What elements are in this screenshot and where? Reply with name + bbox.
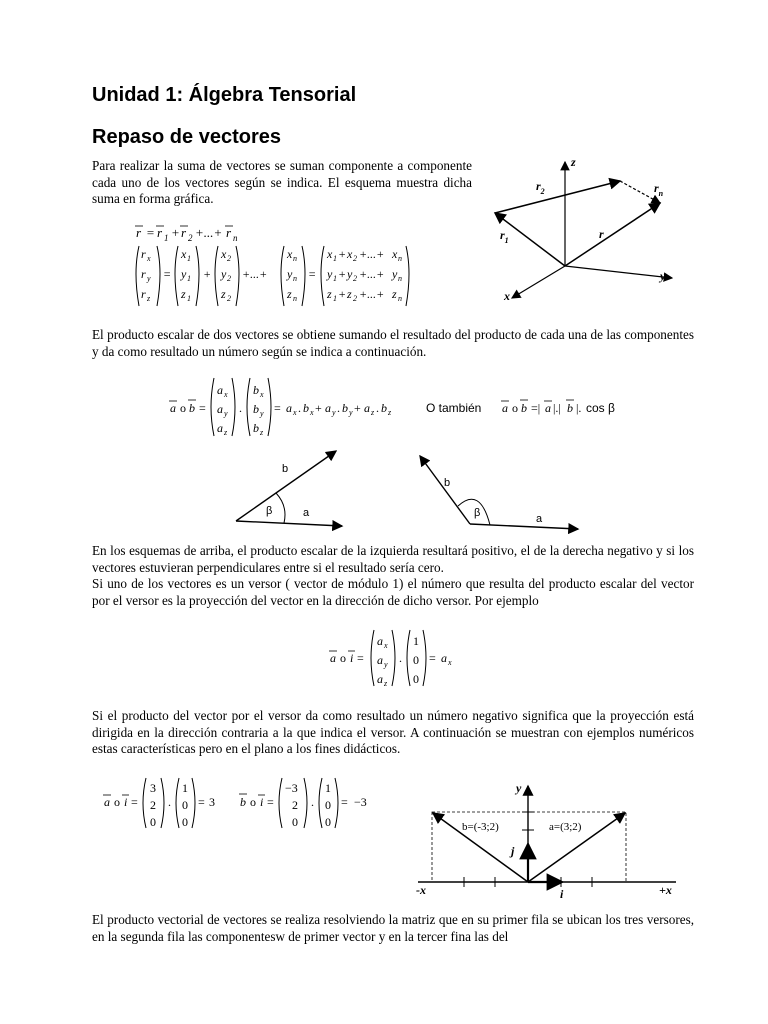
label-r: r xyxy=(599,227,604,241)
svg-text:+: + xyxy=(315,401,322,415)
svg-text:b: b xyxy=(240,795,246,809)
svg-text:y: y xyxy=(349,408,353,417)
svg-text:.: . xyxy=(168,795,171,809)
svg-text:z: z xyxy=(221,287,226,301)
svg-text:x: x xyxy=(392,247,398,261)
label-beta-left: β xyxy=(266,505,273,517)
svg-text:r: r xyxy=(226,225,232,240)
svg-text:1: 1 xyxy=(413,634,419,648)
example-b-y: 2 xyxy=(292,798,298,812)
svg-text:o: o xyxy=(114,795,120,809)
svg-text:z: z xyxy=(260,428,264,437)
svg-text:a: a xyxy=(502,401,508,415)
svg-text:o: o xyxy=(180,401,186,415)
svg-text:i: i xyxy=(260,795,264,809)
svg-text:+...+: +...+ xyxy=(242,267,268,281)
obtuse-angle-diagram xyxy=(420,456,578,529)
example-b-z: 0 xyxy=(292,815,298,829)
svg-text:a: a xyxy=(170,401,176,415)
svg-text:x: x xyxy=(181,247,187,261)
svg-text:y: y xyxy=(260,409,264,418)
svg-text:x: x xyxy=(287,247,293,261)
svg-text:i: i xyxy=(350,651,354,665)
example-ia-z: 0 xyxy=(182,815,188,829)
svg-text:=|: =| xyxy=(531,401,541,415)
cos-text: cos xyxy=(586,401,605,415)
label-z: z xyxy=(571,155,576,169)
svg-text:+...+: +...+ xyxy=(359,287,385,301)
example-a-result: 3 xyxy=(209,795,215,809)
svg-text:b: b xyxy=(189,401,195,415)
vector-b-left xyxy=(236,451,336,521)
beta-symbol: β xyxy=(608,401,615,415)
svg-text:n: n xyxy=(233,233,238,243)
label-neg-x: -x xyxy=(416,883,426,897)
svg-text:=: = xyxy=(341,795,348,809)
svg-text:a: a xyxy=(377,653,383,667)
numeric-examples xyxy=(102,776,392,832)
svg-text:.: . xyxy=(298,401,301,415)
svg-text:2: 2 xyxy=(227,294,231,303)
example-ib-y: 0 xyxy=(325,798,331,812)
svg-text:b: b xyxy=(303,401,309,415)
svg-text:n: n xyxy=(293,274,297,283)
svg-text:=: = xyxy=(429,651,436,665)
svg-text:x: x xyxy=(293,408,297,417)
svg-text:a: a xyxy=(545,401,551,415)
svg-text:b: b xyxy=(567,401,573,415)
svg-text:x: x xyxy=(224,390,228,399)
svg-text:r: r xyxy=(181,225,187,240)
also-text: O también xyxy=(426,401,482,415)
svg-text:|.|: |.| xyxy=(553,401,561,415)
angle-diagrams xyxy=(228,444,588,534)
svg-text:0: 0 xyxy=(413,672,419,686)
svg-text:1: 1 xyxy=(187,254,191,263)
svg-text:r: r xyxy=(141,287,146,301)
svg-text:r: r xyxy=(141,267,146,281)
svg-text:+: + xyxy=(338,267,347,281)
svg-text:n: n xyxy=(293,254,297,263)
svg-text:a: a xyxy=(377,634,383,648)
svg-text:y: y xyxy=(181,267,187,281)
svg-text:n: n xyxy=(398,294,402,303)
svg-text:b: b xyxy=(253,402,259,416)
svg-text:x: x xyxy=(327,247,333,261)
svg-text:=: = xyxy=(267,795,274,809)
svg-text:+: + xyxy=(338,287,347,301)
paragraph-vector-sum: Para realizar la suma de vectores se suman componente a componente cada uno de los vectores según se indica. El esquema muestra dicha suma en forma gráfica. xyxy=(92,158,472,206)
svg-text:x: x xyxy=(147,254,151,263)
dot-product-formula xyxy=(168,374,628,440)
paragraph-negative-projection: Si el producto del vector por el versor da como resultado un número negativo significa que la proyección está dirigida en la dirección contraria a la que indica el versor. A continuación se muestran con ejemplos numéricos estas características pero en el plano a los fines didácticos. xyxy=(92,708,694,756)
svg-text:.: . xyxy=(337,401,340,415)
svg-text:y: y xyxy=(147,274,151,283)
unit-title: Unidad 1: Álgebra Tensorial xyxy=(92,84,357,106)
svg-text:2: 2 xyxy=(227,254,231,263)
x-axis xyxy=(512,266,565,298)
vector-a-left xyxy=(236,521,342,526)
svg-text:y: y xyxy=(392,267,398,281)
svg-text:a: a xyxy=(441,651,447,665)
paragraph-cross-product: El producto vectorial de vectores se realiza resolviendo la matriz que en su primer fila se ubican los tres versores, en la segunda fila las componentesw de primer vector y en la tercer fina las del xyxy=(92,912,694,944)
svg-text:z: z xyxy=(347,287,352,301)
svg-text:=: = xyxy=(198,795,205,809)
svg-text:o: o xyxy=(512,401,518,415)
svg-text:z: z xyxy=(287,287,292,301)
example-ib-x: 1 xyxy=(325,781,331,795)
label-y: y xyxy=(660,269,666,283)
svg-text:a: a xyxy=(364,401,370,415)
vector-sum-diagram xyxy=(482,150,682,310)
svg-text:n: n xyxy=(398,254,402,263)
svg-text:+: + xyxy=(171,225,180,240)
svg-text:z: z xyxy=(384,679,388,688)
example-a-y: 2 xyxy=(150,798,156,812)
example-ia-x: 1 xyxy=(182,781,188,795)
svg-text:+...+: +...+ xyxy=(359,247,385,261)
label-b-right: b xyxy=(444,477,451,489)
label-b-left: b xyxy=(282,463,289,475)
svg-text:b: b xyxy=(253,383,259,397)
svg-text:y: y xyxy=(347,267,353,281)
example-b-result: −3 xyxy=(354,795,367,809)
svg-text:=: = xyxy=(131,795,138,809)
svg-text:1: 1 xyxy=(333,294,337,303)
svg-text:.: . xyxy=(239,401,242,415)
acute-angle-diagram xyxy=(236,451,342,526)
y-axis xyxy=(565,266,672,278)
paragraph-dot-product: El producto escalar de dos vectores se obtiene sumando el resultado del producto de cada una de las componentes y da como resultado un número según se indica a continuación. xyxy=(92,327,694,359)
svg-text:a: a xyxy=(217,402,223,416)
svg-text:z: z xyxy=(371,408,375,417)
svg-text:b: b xyxy=(253,421,259,435)
label-b-vector: b=(-3;2) xyxy=(462,821,499,833)
svg-text:a: a xyxy=(217,421,223,435)
projection-formula xyxy=(328,626,468,690)
svg-text:=: = xyxy=(357,651,364,665)
label-i: i xyxy=(560,887,564,900)
section-title: Repaso de vectores xyxy=(92,126,281,148)
svg-text:+: + xyxy=(338,247,347,261)
svg-text:x: x xyxy=(448,658,452,667)
svg-text:r: r xyxy=(157,225,163,240)
label-y-plane: y xyxy=(516,781,522,795)
svg-text:0: 0 xyxy=(413,653,419,667)
svg-text:o: o xyxy=(340,651,346,665)
svg-text:2: 2 xyxy=(353,274,357,283)
svg-text:=: = xyxy=(146,225,155,240)
svg-text:a: a xyxy=(377,672,383,686)
svg-text:1: 1 xyxy=(333,254,337,263)
svg-text:2: 2 xyxy=(227,274,231,283)
svg-text:z: z xyxy=(327,287,332,301)
svg-text:y: y xyxy=(327,267,333,281)
svg-text:x: x xyxy=(384,641,388,650)
svg-text:a: a xyxy=(104,795,110,809)
svg-text:a: a xyxy=(286,401,292,415)
svg-text:=: = xyxy=(163,267,172,281)
svg-text:o: o xyxy=(250,795,256,809)
svg-text:y: y xyxy=(224,409,228,418)
svg-text:+: + xyxy=(203,267,212,281)
example-a-x: 3 xyxy=(150,781,156,795)
example-a-z: 0 xyxy=(150,815,156,829)
svg-text:b: b xyxy=(381,401,387,415)
paragraph-sign-explanation: En los esquemas de arriba, el producto escalar de la izquierda resultará positivo, el de la derecha negativo y si los vectores estuvieran perpendiculares entre si el resultado sería cero. xyxy=(92,543,694,575)
svg-text:+...+: +...+ xyxy=(195,225,223,240)
svg-text:x: x xyxy=(347,247,353,261)
svg-text:z: z xyxy=(388,408,392,417)
svg-text:=: = xyxy=(274,401,281,415)
svg-text:+...+: +...+ xyxy=(359,267,385,281)
svg-text:i: i xyxy=(124,795,128,809)
example-ib-z: 0 xyxy=(325,815,331,829)
svg-text:.: . xyxy=(376,401,379,415)
svg-text:z: z xyxy=(224,428,228,437)
svg-text:n: n xyxy=(293,294,297,303)
svg-text:a: a xyxy=(217,383,223,397)
svg-text:y: y xyxy=(221,267,227,281)
svg-text:=: = xyxy=(308,267,317,281)
svg-text:b: b xyxy=(342,401,348,415)
svg-text:x: x xyxy=(260,390,264,399)
label-a-left: a xyxy=(303,507,310,519)
vector-a-right xyxy=(470,524,578,529)
svg-text:+: + xyxy=(354,401,361,415)
label-r1: $r_1$ xyxy=(500,228,509,245)
svg-text:y: y xyxy=(332,408,336,417)
svg-text:r: r xyxy=(136,225,142,240)
vector-b-right xyxy=(420,456,470,524)
svg-text:b: b xyxy=(521,401,527,415)
svg-text:z: z xyxy=(147,294,151,303)
label-beta-right: β xyxy=(474,507,481,519)
svg-text:.: . xyxy=(311,795,314,809)
svg-text:2: 2 xyxy=(188,233,193,243)
svg-text:y: y xyxy=(287,267,293,281)
example-ia-y: 0 xyxy=(182,798,188,812)
svg-text:y: y xyxy=(384,660,388,669)
svg-text:a: a xyxy=(325,401,331,415)
svg-text:=: = xyxy=(199,401,206,415)
svg-text:1: 1 xyxy=(187,274,191,283)
label-j: j xyxy=(511,844,515,858)
label-r2: $r_2$ xyxy=(536,179,545,196)
svg-text:a: a xyxy=(330,651,336,665)
svg-text:|.: |. xyxy=(576,401,582,415)
svg-text:2: 2 xyxy=(353,294,357,303)
svg-text:z: z xyxy=(181,287,186,301)
svg-text:1: 1 xyxy=(333,274,337,283)
label-rn: $r_n$ xyxy=(654,181,664,198)
label-x: x xyxy=(504,289,510,303)
label-pos-x: +x xyxy=(659,883,672,897)
svg-text:x: x xyxy=(310,408,314,417)
svg-text:.: . xyxy=(399,651,402,665)
svg-text:x: x xyxy=(221,247,227,261)
svg-text:1: 1 xyxy=(187,294,191,303)
svg-text:2: 2 xyxy=(353,254,357,263)
label-a-vector: a=(3;2) xyxy=(549,821,582,833)
plane-projection-diagram xyxy=(412,778,688,900)
vector-r2 xyxy=(495,181,620,213)
paragraph-versor: Si uno de los vectores es un versor ( vector de módulo 1) el número que resulta del producto escalar del vector por el versor es la proyección del vector en la dirección de dicho versor. Por ejemplo xyxy=(92,576,694,608)
svg-text:1: 1 xyxy=(164,233,169,243)
svg-text:r: r xyxy=(141,247,146,261)
svg-text:z: z xyxy=(392,287,397,301)
label-a-right: a xyxy=(536,513,543,525)
svg-text:n: n xyxy=(398,274,402,283)
example-b-x: −3 xyxy=(285,781,298,795)
vector-r xyxy=(565,203,660,266)
vector-sum-equations xyxy=(130,222,450,314)
